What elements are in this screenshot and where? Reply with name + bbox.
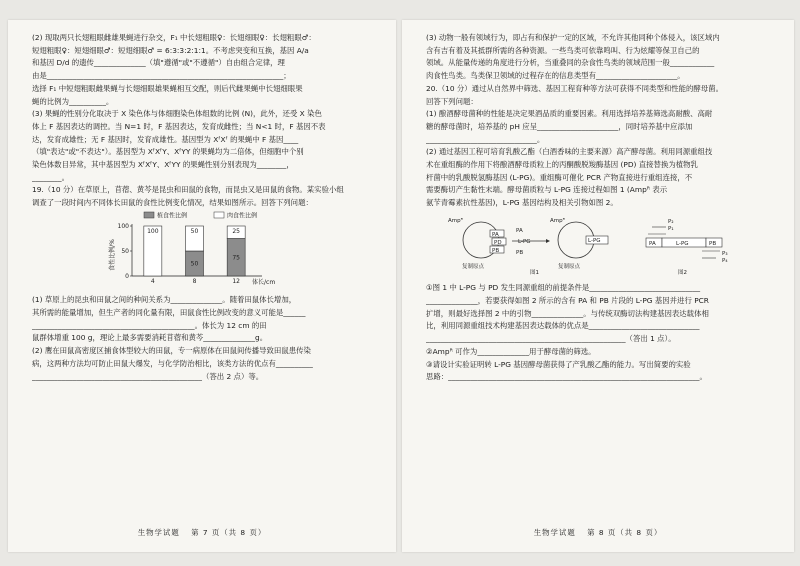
right-page-footer	[402, 527, 794, 538]
x-tick-label: 8	[192, 278, 197, 286]
chart-legend	[144, 212, 257, 220]
pb-label-2: PB	[516, 250, 524, 257]
q19-part3	[426, 32, 780, 81]
pa-label-2: PA	[516, 228, 523, 235]
text-line: ____________________________________________。体长为 12 cm 的田	[32, 320, 267, 330]
figure-2	[646, 219, 728, 276]
x-tick-label: 12	[232, 278, 240, 286]
primer-p2-label: P₂	[668, 219, 674, 226]
text-line: 和基因 D/d 的遗传______________（填"遵循"或"不遵循"）自由组合定律，理	[32, 58, 285, 68]
arrow-head	[546, 239, 550, 243]
text-line: ③请设计实验证明转 L-PG 基因酵母菌获得了产乳酸乙酯的能力。写出简要的实验	[426, 359, 691, 369]
text-line: 思路：____________________________________________________________________。	[426, 372, 707, 382]
pb-label: PB	[492, 248, 500, 255]
text-line: (1) 酿酒酵母菌种的性能是决定果酒品质的重要因素。利用选择培养基筛选高耐酸、高耐	[426, 109, 713, 119]
data-label-herbivory-12: 25	[232, 228, 240, 236]
q18-part2	[32, 32, 382, 107]
data-label-carnivory-12: 75	[232, 254, 240, 262]
y-tick-label: 50	[121, 248, 129, 256]
text-line: 其所需的能量增加，但生产者的同化量有限，田鼠食性比例改变的意义可能是______	[32, 308, 306, 318]
text-line: ______________________________________________________（答出 1 点）。	[426, 334, 676, 344]
bars	[144, 226, 245, 276]
x-axis-label: 体长/cm	[252, 279, 276, 287]
text-line: (3) 果蝇的性别分化取决于 X 染色体与体细胞染色体组数的比例 (N)，此外，还受 X 染色	[32, 109, 322, 119]
lpg-inserted-label: L-PG	[588, 238, 601, 245]
q19-part1	[32, 294, 382, 343]
figure-1-caption: 图1	[530, 270, 539, 277]
amp-resistance-label: Ampᴿ	[448, 218, 464, 225]
fig2-lpg-label: L-PG	[676, 241, 689, 248]
text-line: (2) 现取两只长翅粗眼雌雄果蝇进行杂交，F₁ 中长翅粗眼♀：长翅细眼♀：长翅粗眼♂：	[32, 33, 316, 42]
fig2-pb-label: PB	[709, 241, 717, 248]
text-line: 染色体数目异常，其中基因型为 XᶠXᶠY、XᶠYY 的果蝇性别分别表现为________，	[32, 160, 294, 170]
right-page	[402, 20, 794, 552]
text-line: 体上 F 基因表达的调控。当 N=1 时，F 基因表达，发育成雌性；当 N<1 时，F 基因不表	[32, 121, 326, 131]
text-line: 短翅粗眼♀：短翅细眼♂：短翅细眼♂ = 6:3:3:2:1:1。不考虑突变和互换，基因 A/a	[32, 45, 309, 55]
text-line: 回答下列问题：	[426, 96, 478, 106]
text-line: ②Ampᴿ 可作为______________用于酵母菌的筛选。	[426, 346, 596, 356]
text-line: (3) 动物一般有领域行为，即占有和保护一定的区域，不允许其他同种个体侵入，该区域内	[426, 33, 720, 42]
footer-subject: 生物学试题	[533, 528, 576, 537]
text-line: 19.（10 分）在草原上，苜蓿、黄芩是昆虫和田鼠的食物，而昆虫又是田鼠的食物。某实验小组	[32, 185, 344, 195]
figure-1	[448, 217, 608, 276]
plasmid-figures-svg	[426, 210, 786, 280]
q19-intro	[32, 184, 382, 208]
legend-label-herbivory: 植食性比例	[157, 212, 188, 220]
q19-part2	[32, 345, 382, 382]
replication-origin-label: 复制原点	[462, 264, 485, 271]
text-line: 扩增，则最好选择图 2 中的引物______________。与传统双酶切法构建基因表达载体相	[426, 308, 709, 318]
footer-subject: 生物学试题	[137, 528, 180, 537]
footer-page-number: 第 8 页（共 8 页）	[587, 528, 663, 537]
legend-label-carnivory: 肉食性比例	[227, 212, 258, 220]
y-axis-label: 食性比例/%	[109, 239, 116, 272]
data-label-herbivory-8: 50	[190, 228, 199, 236]
figure-2-caption: 图2	[678, 270, 687, 277]
text-line: 氨苄青霉素抗性基因)，L-PG 基因结构及相关引物如图 2。	[426, 198, 618, 208]
text-line: 含有吉有着及其抵群所需的各种资源。一些鸟类可依靠鸣叫、行为炫耀等保卫自己的	[426, 45, 700, 55]
text-line: ①图 1 中 L-PG 与 PD 发生同源重组的前提条件是______________________________	[426, 283, 701, 293]
data-label-herbivory-4: 100	[147, 228, 159, 236]
text-line: 20.（10 分）通过从自然界中筛选、基因工程育种等方法可获得不同类型和性能的酵母菌。	[426, 83, 723, 93]
q20-part2	[426, 146, 780, 208]
right-page-content	[426, 32, 780, 384]
text-line: 糖的酵母菌时，培养基的 pH 应呈______________________，同时培养基中应添加	[426, 121, 693, 131]
text-line: 选择 F₁ 中短翅粗眼雌果蝇与长翅细眼雄果蝇相互交配，则后代雌果蝇中长翅细眼果	[32, 83, 303, 93]
diet-ratio-chart-svg	[102, 210, 302, 292]
text-line: 术在重组酶的作用下将酿酒酵母质粒上的丙酮酸脱羧酶基因 (PD) 直接替换为植物乳	[426, 160, 698, 170]
q20-part2-subquestions	[426, 282, 780, 382]
footer-page-number: 第 7 页（共 8 页）	[191, 528, 267, 537]
text-line: (2) 通过基因工程可培育乳酸乙酯（白酒香味的主要来源）高产酵母菌。利用同源重组技	[426, 147, 713, 157]
diet-ratio-chart	[32, 210, 382, 292]
text-line: 达，发育成雄性；无 F 基因时，发育成雄性。基因型为 XᶠXᶠ 的果蝇中 F 基因____	[32, 134, 299, 144]
text-line: 需要酶切产生黏性末端。酵母菌质粒与 L-PG 连接过程如图 1 (Ampᴿ 表示	[426, 185, 668, 195]
y-tick-label: 100	[117, 223, 129, 231]
text-line: ________。	[32, 172, 69, 182]
x-ticks	[151, 278, 240, 285]
left-page-content	[32, 32, 382, 383]
q20-intro	[426, 83, 780, 107]
plasmid-figures	[426, 210, 780, 280]
primer-p1-label: P₁	[668, 226, 674, 233]
pa-label: PA	[492, 232, 499, 239]
pd-label: PD	[494, 240, 502, 247]
legend-swatch-carnivory	[214, 212, 224, 218]
text-line: 杆菌中的乳酸脱氢酶基因 (L-PG)。重组酶可催化 PCR 产物直接进行重组连接，不	[426, 172, 693, 182]
text-line: 由是________________________________________________________________；	[32, 71, 291, 81]
y-tick-label: 0	[125, 273, 129, 281]
q20-part1	[426, 108, 780, 145]
text-line: 比，利用同源重组技术构建基因表达载体的优点是______________________________	[426, 321, 700, 331]
text-line: 肉食性鸟类。鸟类保卫领域的过程存在的信息类型有______________________。	[426, 71, 685, 81]
x-tick-label: 4	[150, 278, 155, 286]
data-label-carnivory-8: 50	[190, 260, 199, 268]
text-line: 蝇的比例为__________。	[32, 96, 114, 106]
primer-p4-label: P₄	[722, 258, 728, 265]
y-ticks	[118, 223, 132, 280]
primer-p3-label: P₃	[722, 251, 728, 258]
left-page	[8, 20, 396, 552]
text-line: 鼠群体增重 100 g，理论上最多需要消耗苜蓿和黄芩______________g。	[32, 333, 268, 343]
amp-resistance-label-2: Ampᴿ	[550, 218, 566, 225]
text-line: （填"表达"或"不表达"）。基因型为 XᶠXᶠY、XᶠYY 的果蝇均为二倍体，但细胞中个别	[32, 147, 304, 157]
fig2-pa-label: PA	[649, 241, 656, 248]
text-line: ______________________________。	[426, 134, 545, 144]
text-line: (2) 鹰在田鼠高密度区捕食体型较大的田鼠，专一病原体在田鼠间传播导致田鼠患传染	[32, 346, 311, 356]
text-line: (1) 草原上的昆虫和田鼠之间的种间关系为______________。随着田鼠体长增加，	[32, 295, 297, 305]
legend-swatch-herbivory	[144, 212, 154, 218]
q18-part3	[32, 108, 382, 183]
text-line: ______________________________________________（答出 2 点）等。	[32, 371, 264, 381]
text-line: 病，这两种方法均可防止田鼠大爆发，与化学防治相比，该类方法的优点有__________	[32, 358, 313, 368]
text-line: ______________，若要获得如图 2 所示的含有 PA 和 PB 片段的 L-PG 基因并进行 PCR	[426, 296, 709, 306]
lpg-label: L-PG	[518, 239, 531, 246]
replication-origin-label-2: 复制原点	[558, 264, 581, 271]
left-page-footer	[8, 527, 396, 538]
text-line: 领域。从能量传递的角度进行分析，当重叠同的杂食性鸟类的领域范围一般____________	[426, 58, 715, 68]
text-line: 调查了一段时间内不同体长田鼠的食性比例变化情况，结果如图所示。回答下列问题：	[32, 198, 313, 208]
